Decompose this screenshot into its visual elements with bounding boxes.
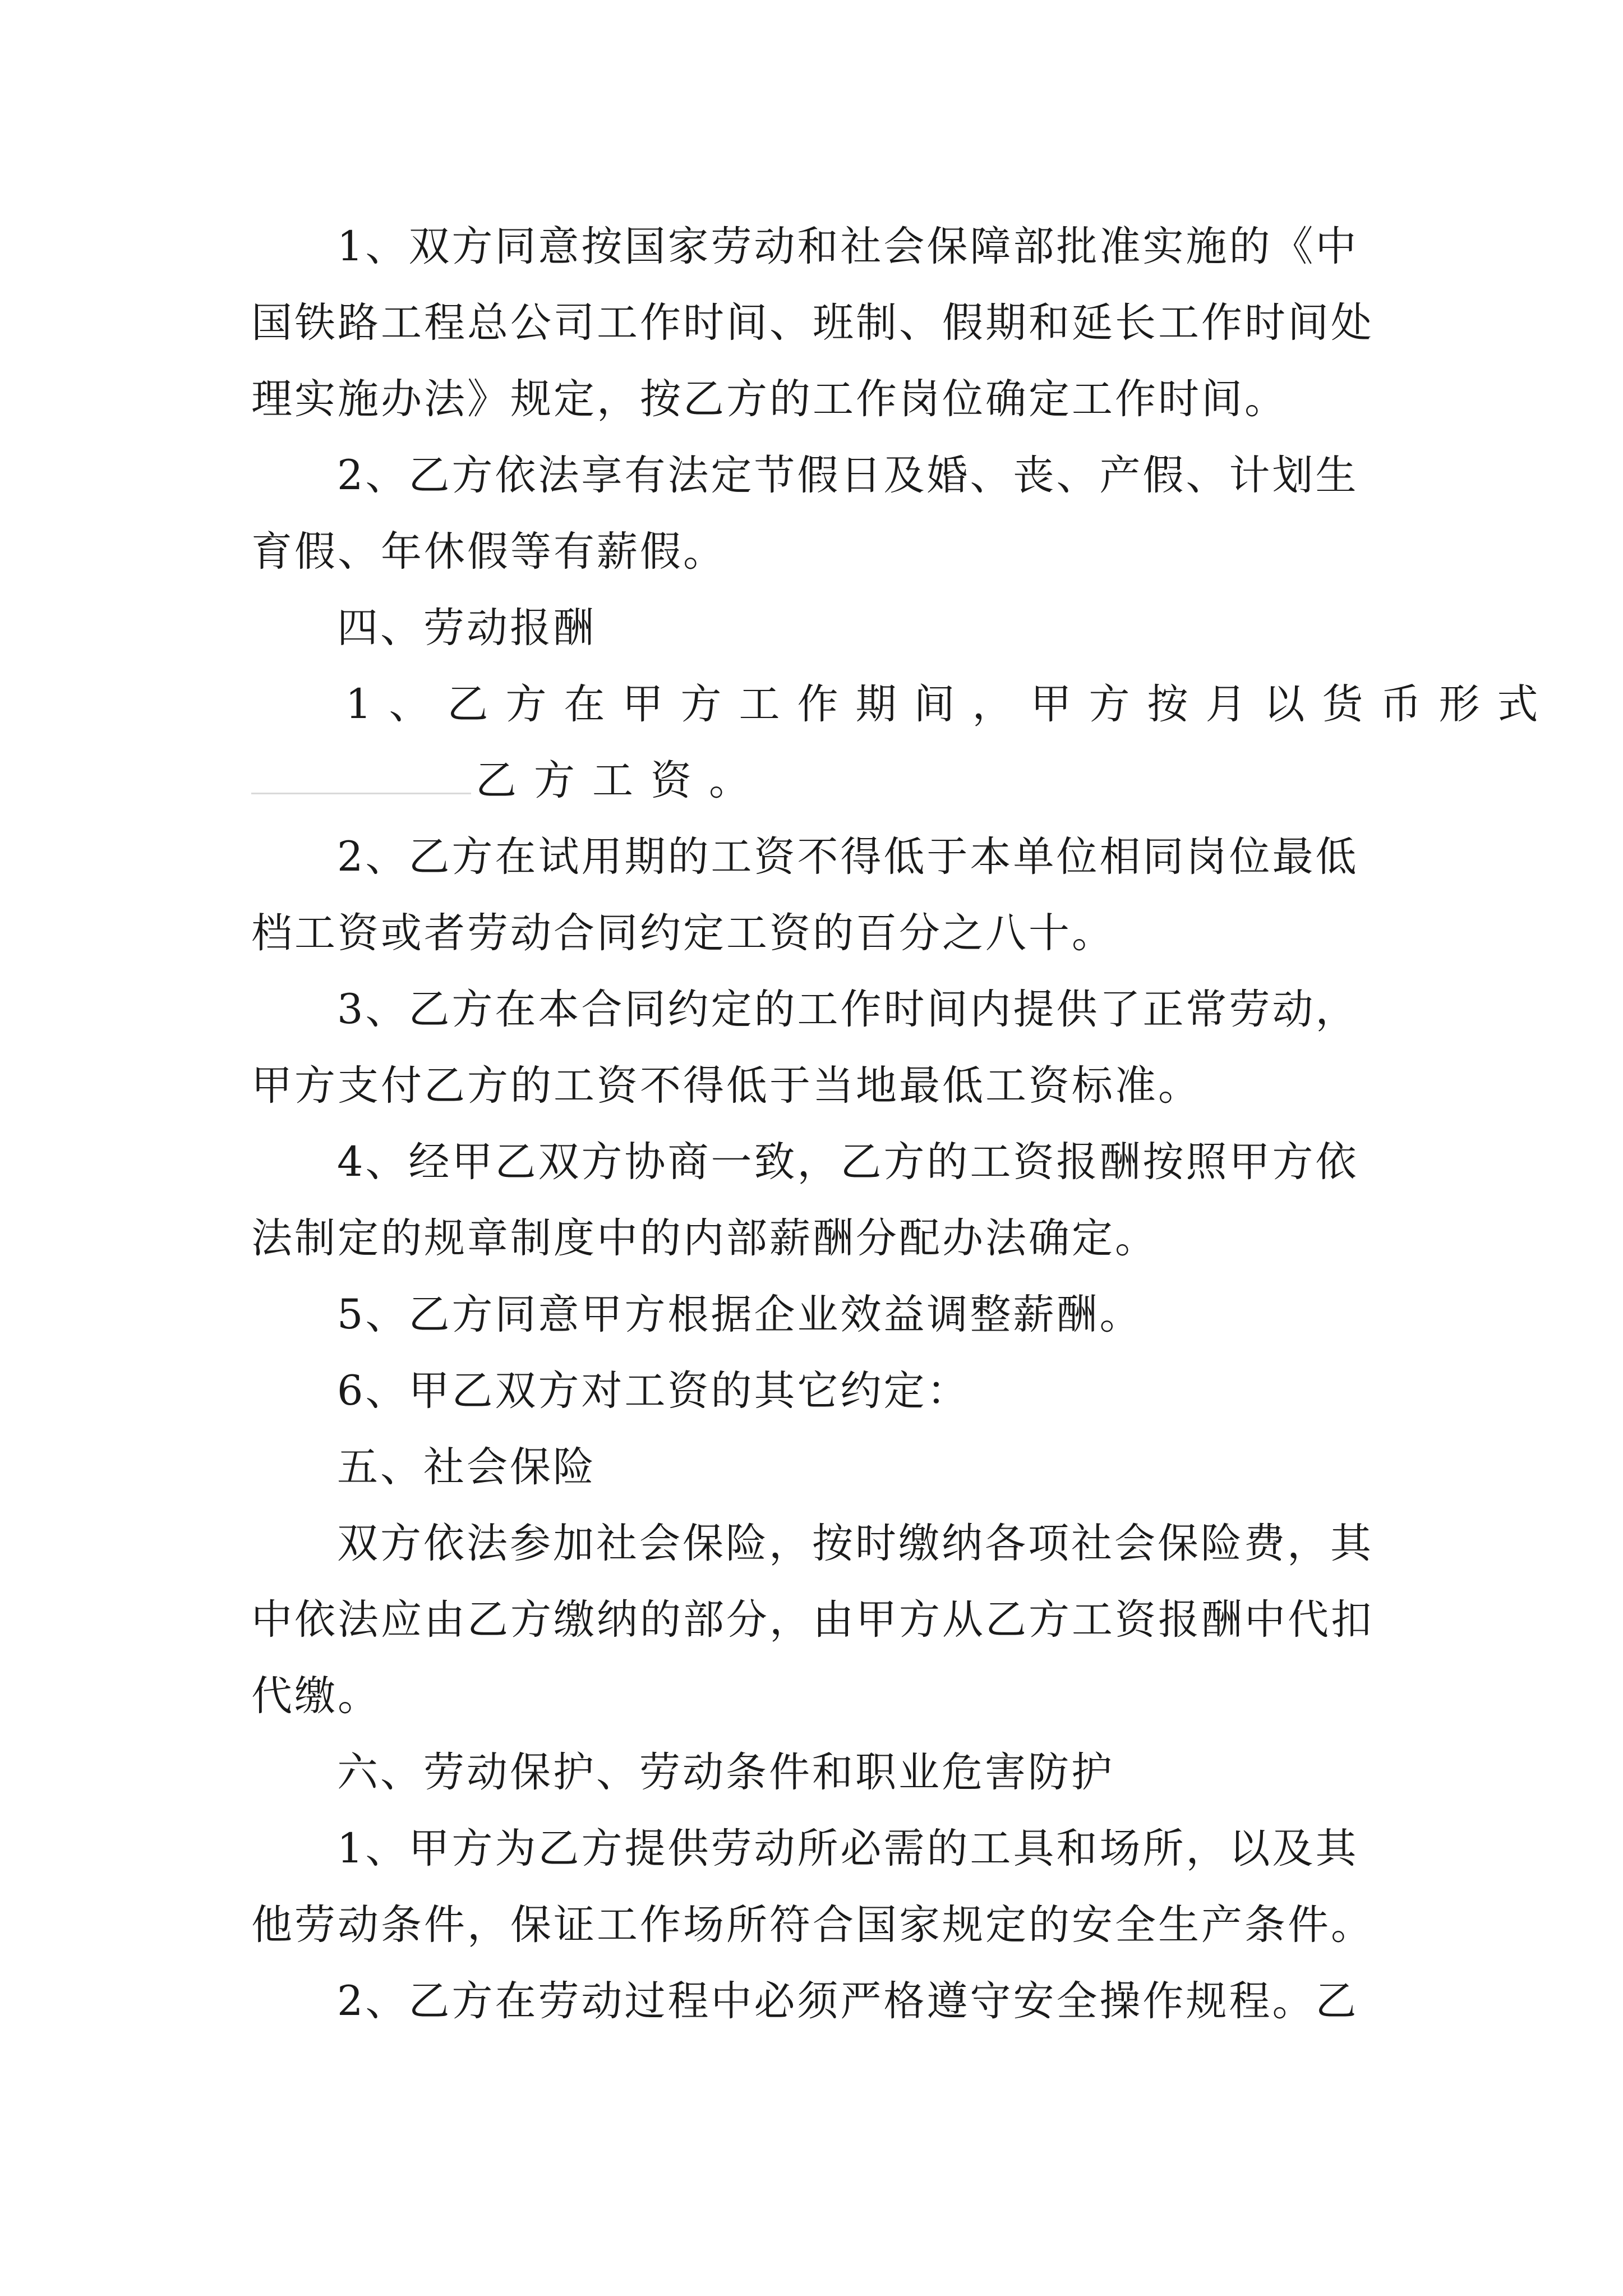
paragraph-line: 2、乙方依法享有法定节假日及婚、丧、产假、计划生: [337, 452, 1359, 499]
paragraph-line: 档工资或者劳动合同约定工资的百分之八十。: [251, 909, 1115, 957]
paragraph-line: 代缴。: [251, 1672, 381, 1720]
paragraph-line: 育假、年休假等有薪假。: [251, 528, 726, 576]
paragraph-line: 双方依法参加社会保险，按时缴纳各项社会保险费，其: [337, 1520, 1373, 1567]
paragraph-line: 1、乙方在甲方工作期间，甲方按月以货币形式: [345, 680, 1556, 728]
document-body: [251, 209, 1556, 2040]
paragraph-line: 2、乙方在试用期的工资不得低于本单位相同岗位最低: [337, 833, 1359, 881]
paragraph-line: 甲方支付乙方的工资不得低于当地最低工资标准。: [251, 1062, 1201, 1110]
paragraph-line: 2、乙方在劳动过程中必须严格遵守安全操作规程。乙: [337, 1977, 1359, 2025]
paragraph-line: 6、甲乙双方对工资的其它约定：: [337, 1367, 970, 1415]
paragraph-line: 3、乙方在本合同约定的工作时间内提供了正常劳动，: [337, 986, 1359, 1033]
paragraph-line: 法制定的规章制度中的内部薪酬分配办法确定。: [251, 1214, 1158, 1262]
section-heading: 六、劳动保护、劳动条件和职业危害防护: [337, 1749, 1114, 1796]
paragraph-line: 1、甲方为乙方提供劳动所必需的工具和场所，以及其: [337, 1825, 1359, 1872]
paragraph-line: 1、双方同意按国家劳动和社会保障部批准实施的《中: [337, 223, 1359, 270]
paragraph-line: 中依法应由乙方缴纳的部分，由甲方从乙方工资报酬中代扣: [251, 1596, 1374, 1644]
section-heading: 五、社会保险: [337, 1443, 596, 1491]
section-heading: 四、劳动报酬: [337, 604, 596, 652]
paragraph-line-with-blank: [251, 743, 1390, 819]
paragraph-line: 4、经甲乙双方协商一致，乙方的工资报酬按照甲方依: [337, 1138, 1359, 1186]
paragraph-line: 理实施办法》规定，按乙方的工作岗位确定工作时间。: [251, 375, 1288, 423]
paragraph-line: 5、乙方同意甲方根据企业效益调整薪酬。: [337, 1291, 1143, 1338]
paragraph-line-text: 乙方工资。: [476, 757, 767, 804]
paragraph-line: 国铁路工程总公司工作时间、班制、假期和延长工作时间处: [251, 299, 1374, 347]
fill-in-blank: [251, 753, 471, 794]
paragraph-line: 他劳动条件，保证工作场所符合国家规定的安全生产条件。: [251, 1901, 1374, 1949]
